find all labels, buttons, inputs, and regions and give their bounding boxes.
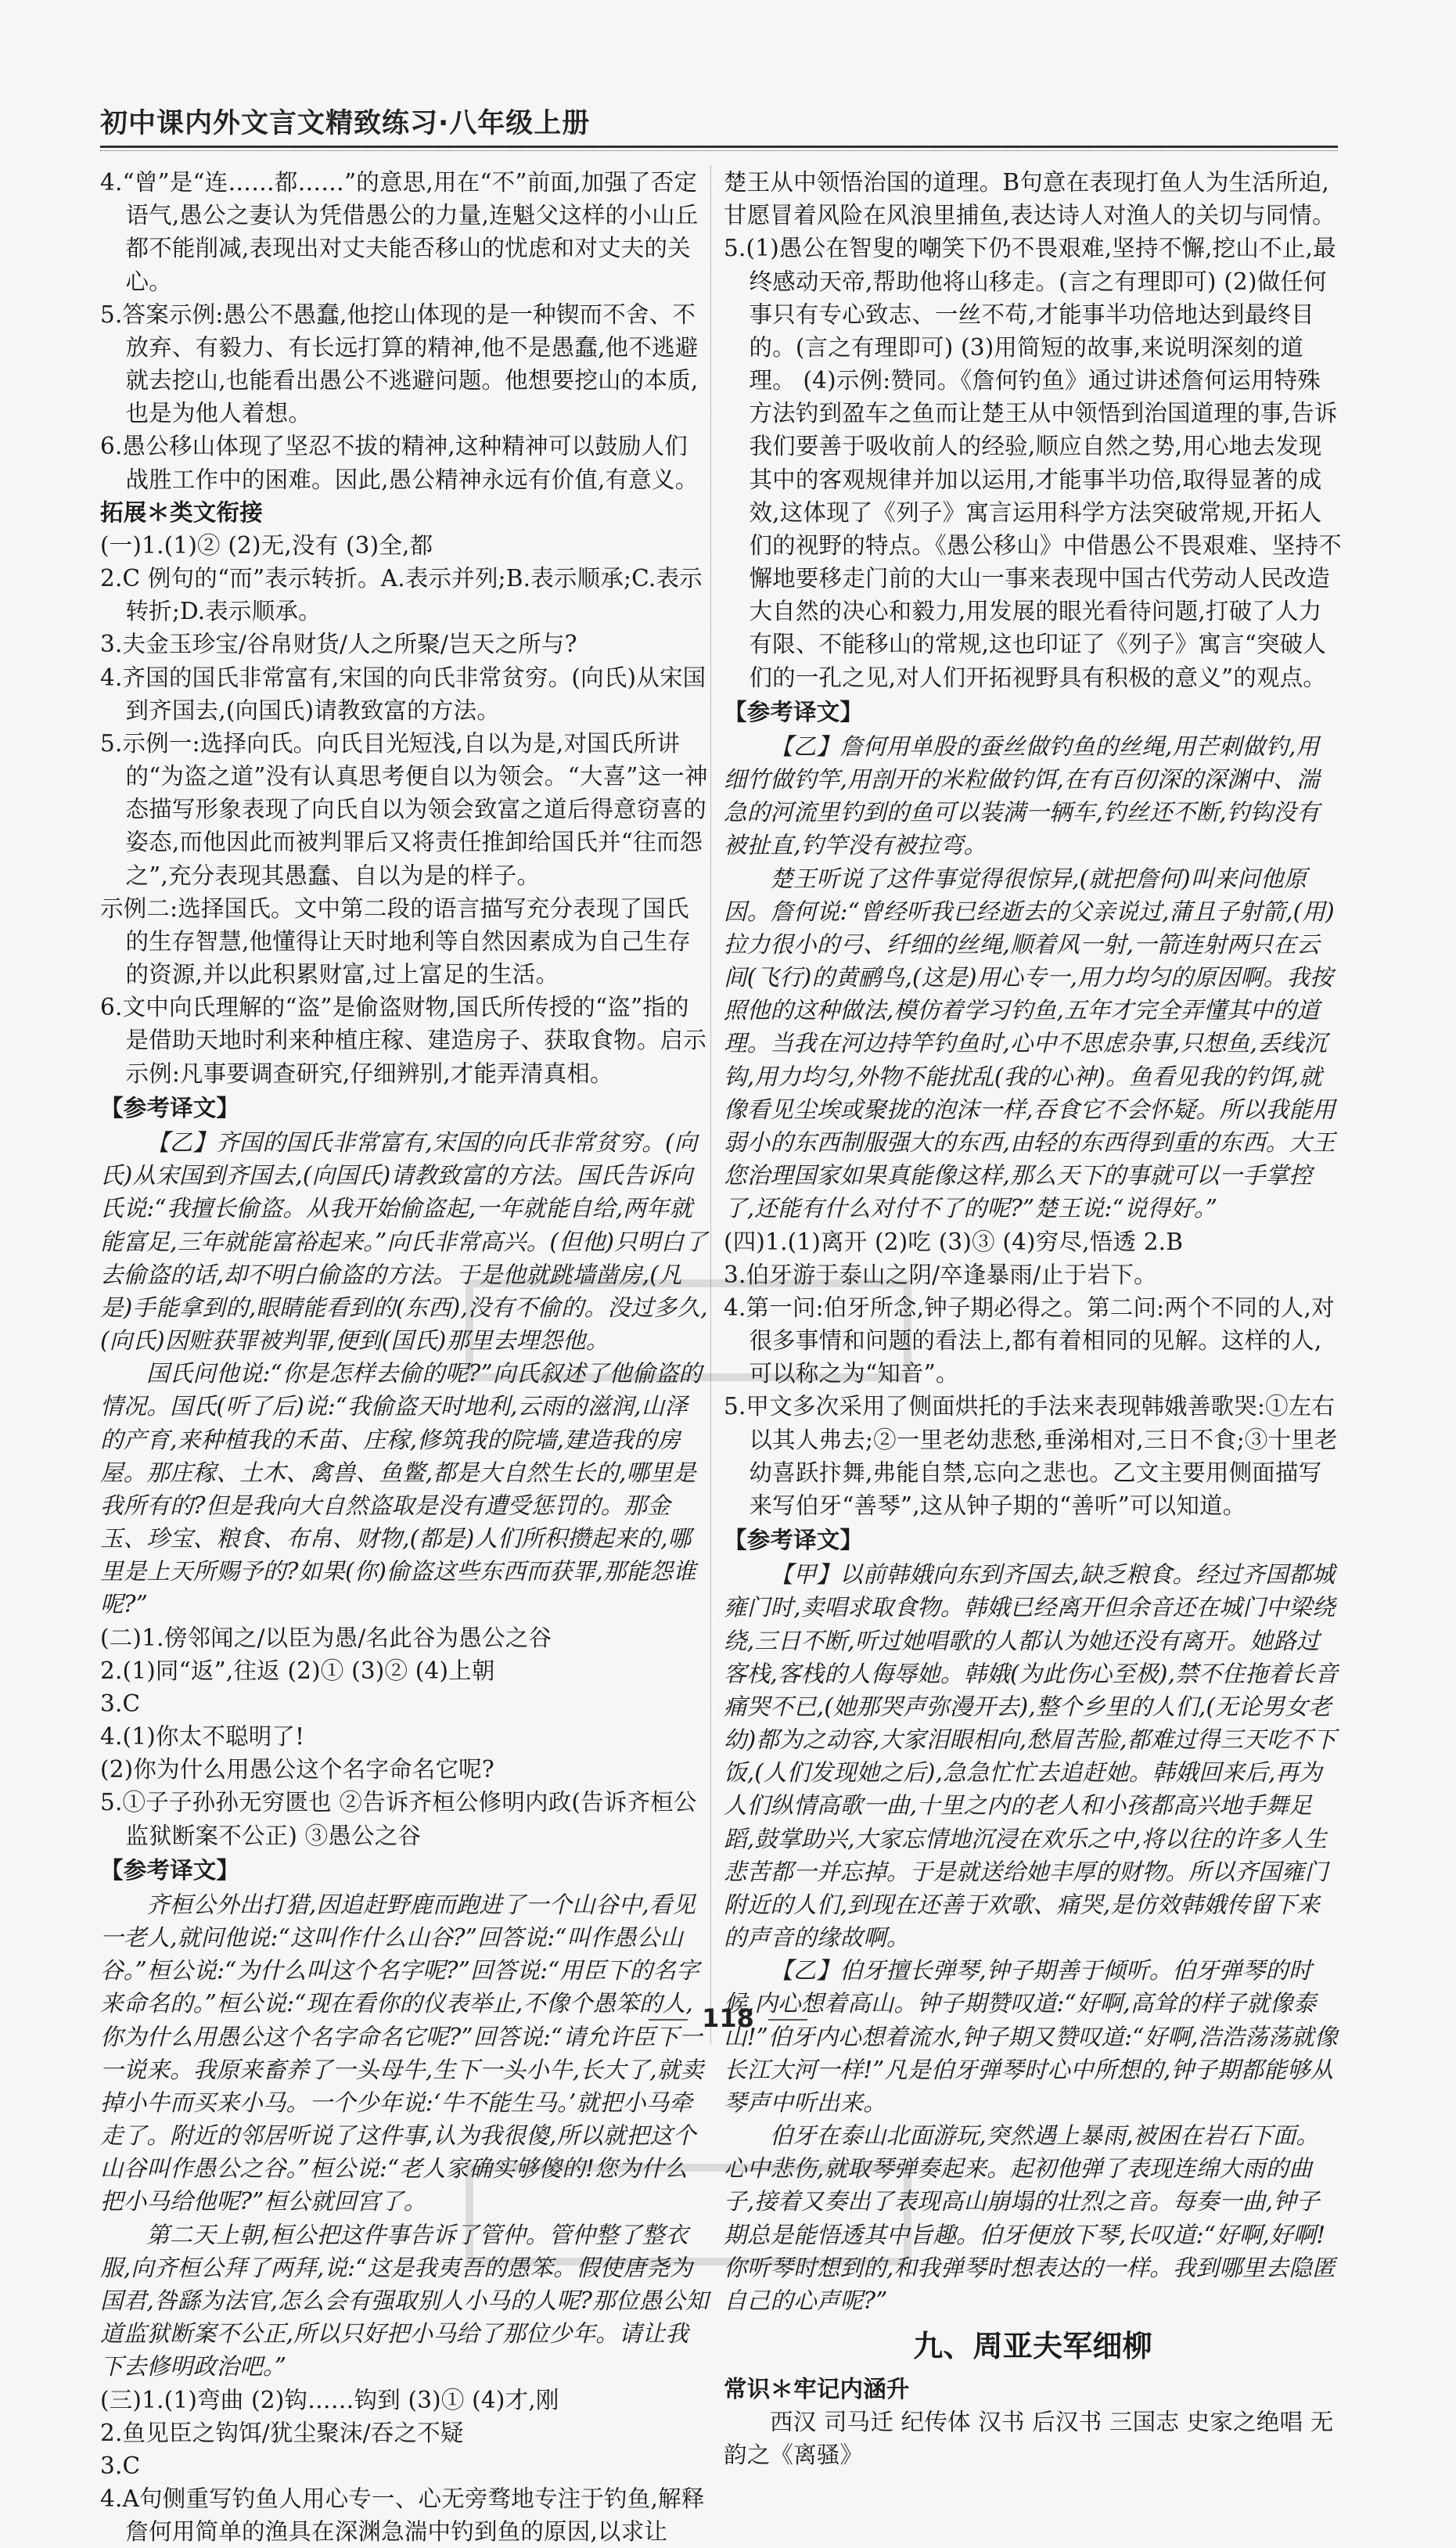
header-rule-dotted [100, 150, 1338, 151]
reference-translation-heading: 【参考译文】 [100, 1856, 240, 1884]
answer-paragraph: (2)你为什么用愚公这个名字命名它呢? [100, 1756, 494, 1783]
page-number [0, 2003, 1456, 2033]
chapter-knowledge-line: 西汉 司马迁 纪传体 汉书 后汉书 三国志 史家之绝唱 无韵之《离骚》 [724, 2408, 1334, 2468]
footer-dash-left [649, 2019, 688, 2021]
left-column [100, 166, 710, 2548]
answer-paragraph: 【乙】齐国的国氏非常富有,宋国的向氏非常贫穷。(向氏)从宋国到齐国去,(向国氏)请教致富的方法。国氏告诉向氏说:“我擅长偷盗。从我开始偷盗起,一年就能自给,两年就能富足,三年就能富裕起来。”向氏非常高兴。(但他)只明白了去偷盗的话,却不明白偷盗的方法。于是他就跳墙凿房,(凡是)手能拿到的,眼睛能看到的(东西),没有不偷的。没过多久,(向氏)因赃获罪被判罪,便到(国氏)那里去埋怨他。 [100, 1128, 708, 1355]
section-heading: 拓展＊类文衔接 [100, 498, 263, 526]
answer-paragraph: 2.C 例句的“而”表示转折。A.表示并列;B.表示顺承;C.表示转折;D.表示顺承。 [100, 565, 703, 625]
header-rule [100, 146, 1338, 148]
answer-paragraph: 4.A句侧重写钓鱼人用心专一、心无旁骛地专注于钓鱼,解释詹何用简单的渔具在深渊急湍中钓到鱼的原因,以求让 [100, 2485, 705, 2546]
answer-paragraph: 4.(1)你太不聪明了! [100, 1723, 305, 1751]
answer-paragraph: 【甲】以前韩娥向东到齐国去,缺乏粮食。经过齐国都城雍门时,卖唱求取食物。韩娥已经离开但余音还在城门中梁绕绕,三日不断,听过她唱歌的人都认为她还没有离开。她路过客栈,客栈的人侮辱她。韩娥(为此伤心至极),禁不住拖着长音痛哭不已,(她那哭声弥漫开去),整个乡里的人们,(无论男女老幼)都为之动容,大家泪眼相向,愁眉苦脸,都难过得三天吃不下饭,(人们发现她之后),急急忙忙去追赶她。韩娥回来后,再为人们纵情高歌一曲,十里之内的老人和小孩都高兴地手舞足蹈,鼓掌助兴,大家忘情地沉浸在欢乐之中,将以往的许多人生悲苦都一并忘掉。于是就送给她丰厚的财物。所以齐国雍门附近的人们,到现在还善于欢歌、痛哭,是仿效韩娥传留下来的声音的缘故啊。 [724, 1561, 1339, 1952]
answer-paragraph: 【乙】詹何用单股的蚕丝做钓鱼的丝绳,用芒刺做钓,用细竹做钓竿,用剖开的米粒做钓饵,在有百仞深的深渊中、湍急的河流里钓到的鱼可以装满一辆车,钓丝还不断,钓钩没有被扯直,钓竿没有被拉弯。 [724, 732, 1320, 859]
answer-paragraph: 5.甲文多次采用了侧面烘托的手法来表现韩娥善歌哭:①左右以其人弗去;②一里老幼悲愁,垂涕相对,三日不食;③十里老幼喜跃抃舞,弗能自禁,忘向之悲也。乙文主要用侧面描写来写伯牙“善琴”,这从钟子期的“善听”可以知道。 [724, 1393, 1338, 1519]
answer-paragraph: (二)1.傍邻闻之/以臣为愚/名此谷为愚公之谷 [100, 1624, 552, 1651]
answer-paragraph: 6.愚公移山体现了坚忍不拔的精神,这种精神可以鼓励人们战胜工作中的困难。因此,愚公精神永远有价值,有意义。 [100, 433, 699, 493]
page-number-text: 118 [702, 2003, 754, 2033]
answer-paragraph: 5.(1)愚公在智叟的嘲笑下仍不畏艰难,坚持不懈,挖山不止,最终感动天帝,帮助他将山移走。(言之有理即可) (2)做任何事只有专心致志、一丝不苟,才能事半功倍地达到最终目的。(言之有理即可) (3)用简短的故事,来说明深刻的道理。 (4)示例:赞同。《詹何钓鱼》通过讲述詹何运用特殊方法钓到盈车之鱼而让楚王从中领悟到治国道理的事,告诉我们要善于吸收前人的经验,顺应自然之势,用心地去发现其中的客观规律并加以运用,才能事半功倍,取得显著的成效,这体现了《列子》寓言运用科学方法突破常规,开拓人们的视野的特点。《愚公移山》中借愚公不畏艰难、坚持不懈地要移走门前的大山一事来表现中国古代劳动人民改造大自然的决心和毅力,用发展的眼光看待问题,打破了人力有限、不能移山的常规,这也印证了《列子》寓言“突破人们的一孔之见,对人们开拓视野具有积极的意义”的观点。 [724, 235, 1342, 691]
page-header [100, 88, 1338, 150]
answer-paragraph: 3.夫金玉珍宝/谷帛财货/人之所聚/岂天之所与? [100, 631, 577, 658]
answer-paragraph: 2.鱼见臣之钩饵/犹尘聚沫/吞之不疑 [100, 2419, 464, 2446]
answer-paragraph: (三)1.(1)弯曲 (2)钩……钩到 (3)① (4)才,刚 [100, 2386, 559, 2413]
answer-paragraph: 第二天上朝,桓公把这件事告诉了管仲。管仲整了整衣服,向齐桓公拜了两拜,说:“这是我夷吾的愚笨。假使唐尧为国君,咎繇为法官,怎么会有强取别人小马的人呢?那位愚公知道监狱断案不公正,所以只好把小马给了那位少年。请让我下去修明政治吧。” [100, 2221, 709, 2381]
answer-paragraph: 5.①子子孙孙无穷匮也 ②告诉齐桓公修明内政(告诉齐桓公监狱断案不公正) ③愚公之谷 [100, 1789, 697, 1849]
book-title: 初中课内外文言文精致练习·八年级上册 [100, 108, 591, 139]
answer-paragraph: 示例二:选择国氏。文中第二段的语言描写充分表现了国氏的生存智慧,他懂得让天时地利等自然因素成为自己生存的资源,并以此积累财富,过上富足的生活。 [100, 894, 691, 988]
footer-dash-right [768, 2019, 807, 2021]
answer-paragraph: 2.(1)同“返”,往返 (2)① (3)② (4)上朝 [100, 1657, 495, 1684]
answer-paragraph: 4.齐国的国氏非常富有,宋国的向氏非常贫穷。(向氏)从宋国到齐国去,(向国氏)请教致富的方法。 [100, 664, 706, 724]
answer-paragraph: 齐桓公外出打猎,因追赶野鹿而跑进了一个山谷中,看见一老人,就问他说:“这叫作什么山谷?”回答说:“叫作愚公山谷。”桓公说:“为什么叫这个名字呢?”回答说:“用臣下的名字来命名的。”桓公说:“现在看你的仪表举止,不像个愚笨的人,你为什么用愚公这个名字命名它呢?”回答说:“请允许臣下一一说来。我原来畜养了一头母牛,生下一头小牛,长大了,就卖掉小牛而买来小马。一个少年说:‘牛不能生马。’就把小马牵走了。附近的邻居听说了这件事,认为我很傻,所以就把这个山谷叫作愚公之谷。”桓公说:“老人家确实够傻的!您为什么把小马给他呢?”桓公就回宫了。 [100, 1891, 704, 2215]
answer-paragraph: 4.第一问:伯牙所念,钟子期必得之。第二问:两个不同的人,对很多事情和问题的看法上,都有着相同的见解。这样的人,可以称之为“知音”。 [724, 1294, 1335, 1387]
answer-paragraph: 3.C [100, 2452, 141, 2479]
answer-paragraph: (四)1.(1)离开 (2)吃 (3)③ (4)穷尽,悟透 2.B [724, 1228, 1184, 1255]
answer-paragraph: 楚王从中领悟治国的道理。B句意在表现打鱼人为生活所迫,甘愿冒着风险在风浪里捕鱼,表达诗人对渔人的关切与同情。 [724, 169, 1336, 229]
chapter-title: 九、周亚夫军细柳 [913, 2329, 1152, 2364]
reference-translation-heading: 【参考译文】 [724, 1527, 864, 1554]
answer-paragraph: 3.伯牙游于泰山之阴/卒逢暴雨/止于岩下。 [724, 1261, 1157, 1288]
answer-paragraph: 4.“曾”是“连……都……”的意思,用在“不”前面,加强了否定语气,愚公之妻认为凭借愚公的力量,连魁父这样的小山丘都不能削减,表现出对丈夫能否移山的忧虑和对丈夫的关心。 [100, 169, 699, 295]
answer-paragraph: 3.C [100, 1690, 141, 1717]
answer-paragraph: 5.答案示例:愚公不愚蠢,他挖山体现的是一种锲而不舍、不放弃、有毅力、有长远打算的精神,他不是愚蠢,他不逃避就去挖山,也能看出愚公不逃避问题。他想要挖山的本质,也是为他人着想。 [100, 301, 699, 427]
answer-paragraph: 【乙】伯牙擅长弹琴,钟子期善于倾听。伯牙弹琴的时候,内心想着高山。钟子期赞叹道:“好啊,高耸的样子就像泰山!”伯牙内心想着流水,钟子期又赞叹道:“好啊,浩浩荡荡就像长江大河一样!”凡是伯牙弹琴时心中所想的,钟子期都能够从琴声中听出来。 [724, 1957, 1338, 2116]
reference-translation-heading: 【参考译文】 [724, 698, 864, 725]
answer-paragraph: 国氏问他说:“你是怎样去偷的呢?”向氏叙述了他偷盗的情况。国氏(听了后)说:“我偷盗天时地利,云雨的滋润,山泽的产育,来种植我的禾苗、庄稼,修筑我的院墙,建造我的房屋。那庄稼、土木、禽兽、鱼鳖,都是大自然生长的,哪里是我所有的?但是我向大自然盗取是没有遭受惩罚的。那金玉、珍宝、粮食、布帛、财物,(都是)人们所积攒起来的,哪里是上天所赐予的?如果(你)偷盗这些东西而获罪,那能怨谁呢?” [100, 1360, 703, 1618]
answer-paragraph: 6.文中向氏理解的“盗”是偷盗财物,国氏所传授的“盗”指的是借助天地时利来种植庄稼、建造房子、获取食物。启示示例:凡事要调查研究,仔细辨别,才能弄清真相。 [100, 994, 706, 1087]
answer-paragraph: 伯牙在泰山北面游玩,突然遇上暴雨,被困在岩石下面。心中悲伤,就取琴弹奏起来。起初他弹了表现连绵大雨的曲子,接着又奏出了表现高山崩塌的壮烈之音。每奏一曲,钟子期总是能悟透其中旨趣。伯牙便放下琴,长叹道:“好啊,好啊!你听琴时想到的,和我弹琴时想表达的一样。我到哪里去隐匿自己的心声呢?” [724, 2122, 1336, 2314]
chapter-section-label: 常识＊牢记内涵升 [724, 2375, 910, 2402]
right-column [724, 166, 1342, 2471]
column-divider [710, 166, 711, 2044]
answer-paragraph: 楚王听说了这件事觉得很惊异,(就把詹何)叫来问他原因。詹何说:“曾经听我已经逝去的父亲说过,蒲且子射箭,(用)拉力很小的弓、纤细的丝绳,顺着风一射,一箭连射两只在云间(飞行)的黄鹂鸟,(这是)用心专一,用力均匀的原因啊。我按照他的这种做法,模仿着学习钓鱼,五年才完全弄懂其中的道理。当我在河边持竿钓鱼时,心中不思虑杂事,只想鱼,丢线沉钩,用力均匀,外物不能扰乱(我的心神)。鱼看见我的钓饵,就像看见尘埃或聚拢的泡沫一样,吞食它不会怀疑。所以我能用弱小的东西制服强大的东西,由轻的东西得到重的东西。大王您治理国家如果真能像这样,那么天下的事就可以一手掌控了,还能有什么对付不了的呢?”楚王说:“说得好。” [724, 865, 1336, 1222]
answer-paragraph: 5.示例一:选择向氏。向氏目光短浅,自以为是,对国氏所讲的“为盗之道”没有认真思考便自以为领会。“大喜”这一神态描写形象表现了向氏自以为领会致富之道后得意窃喜的姿态,而他因此而被判罪后又将责任推卸给国氏并“往而怨之”,充分表现其愚蠢、自以为是的样子。 [100, 729, 708, 889]
answer-paragraph: (一)1.(1)② (2)无,没有 (3)全,都 [100, 531, 433, 559]
right-column-body [724, 166, 1342, 2317]
reference-translation-heading: 【参考译文】 [100, 1094, 240, 1121]
